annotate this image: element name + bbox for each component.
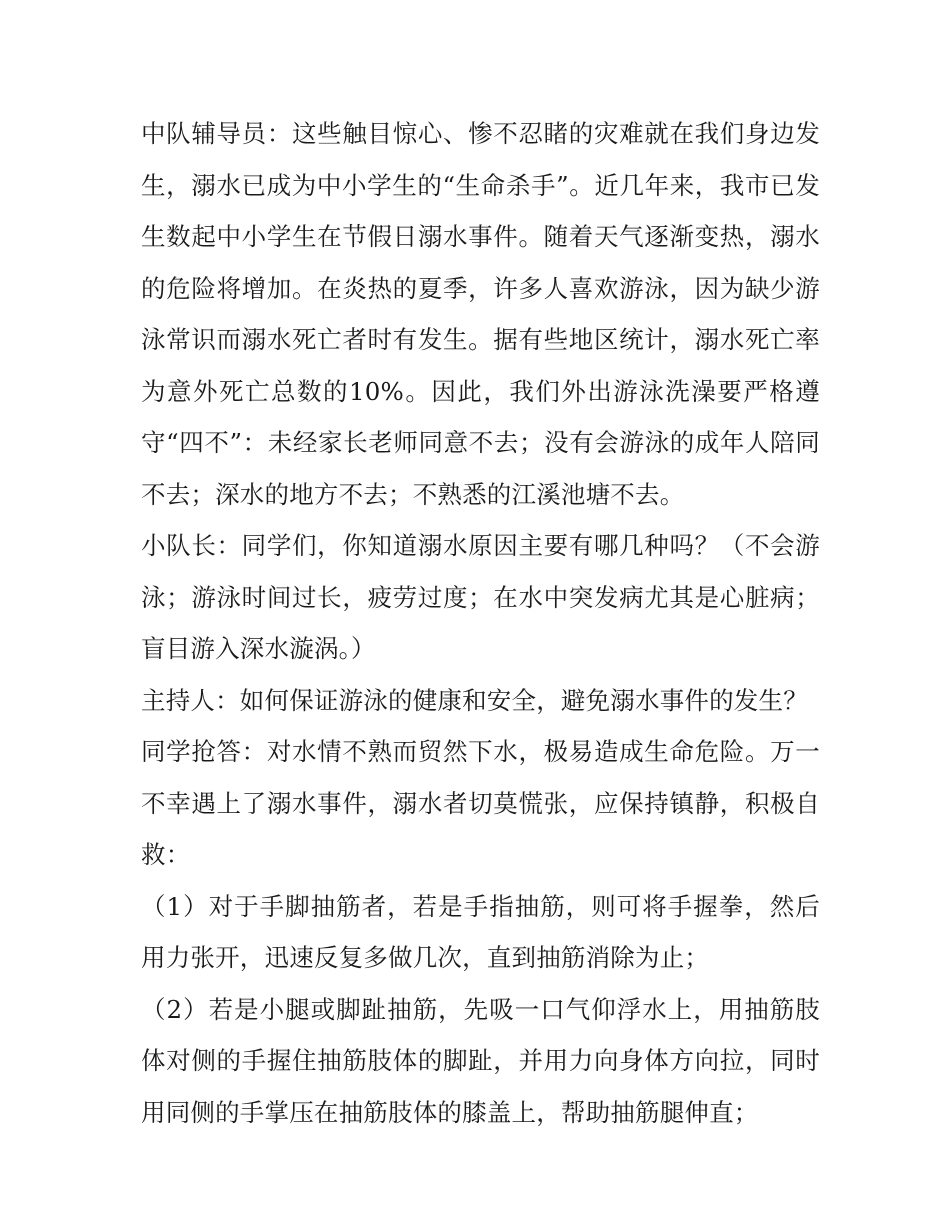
paragraph-step-1: （1）对于手脚抽筋者，若是手指抽筋，则可将手握拳，然后用力张开，迅速反复多做几次，直到抽筋消除为止； — [141, 891, 820, 972]
paragraph-host-question: 主持人：如何保证游泳的健康和安全，避免溺水事件的发生？ — [141, 685, 808, 715]
paragraph-student-answer: 同学抢答：对水情不熟而贸然下水，极易造成生命危险。万一不幸遇上了溺水事件，溺水者切莫慌张，应保持镇静，积极自救： — [141, 737, 820, 869]
paragraph-step-2: （2）若是小腿或脚趾抽筋，先吸一口气仰浮水上，用抽筋肢体对侧的手握住抽筋肢体的脚趾，并用力向身体方向拉，同时用同侧的手掌压在抽筋肢体的膝盖上，帮助抽筋腿伸直； — [141, 994, 820, 1127]
paragraph-team-leader-question: 小队长：同学们，你知道溺水原因主要有哪几种吗？（不会游泳；游泳时间过长，疲劳过度；在水中突发病尤其是心脏病；盲目游入深水漩涡。） — [141, 531, 820, 663]
paragraph-counselor-speech: 中队辅导员：这些触目惊心、惨不忍睹的灾难就在我们身边发生，溺水已成为中小学生的“生命杀手”。近几年来，我市已发生数起中小学生在节假日溺水事件。随着天气逐渐变热，溺水的危险将增加。在炎热的夏季，许多人喜欢游泳，因为缺少游泳常识而溺水死亡者时有发生。据有些地区统计，溺水死亡率为意外死亡总数的10%。因此，我们外出游泳洗澡要严格遵守“四不”：未经家长老师同意不去；没有会游泳的成年人陪同不去；深水的地方不去；不熟悉的江溪池塘不去。 — [141, 119, 820, 509]
